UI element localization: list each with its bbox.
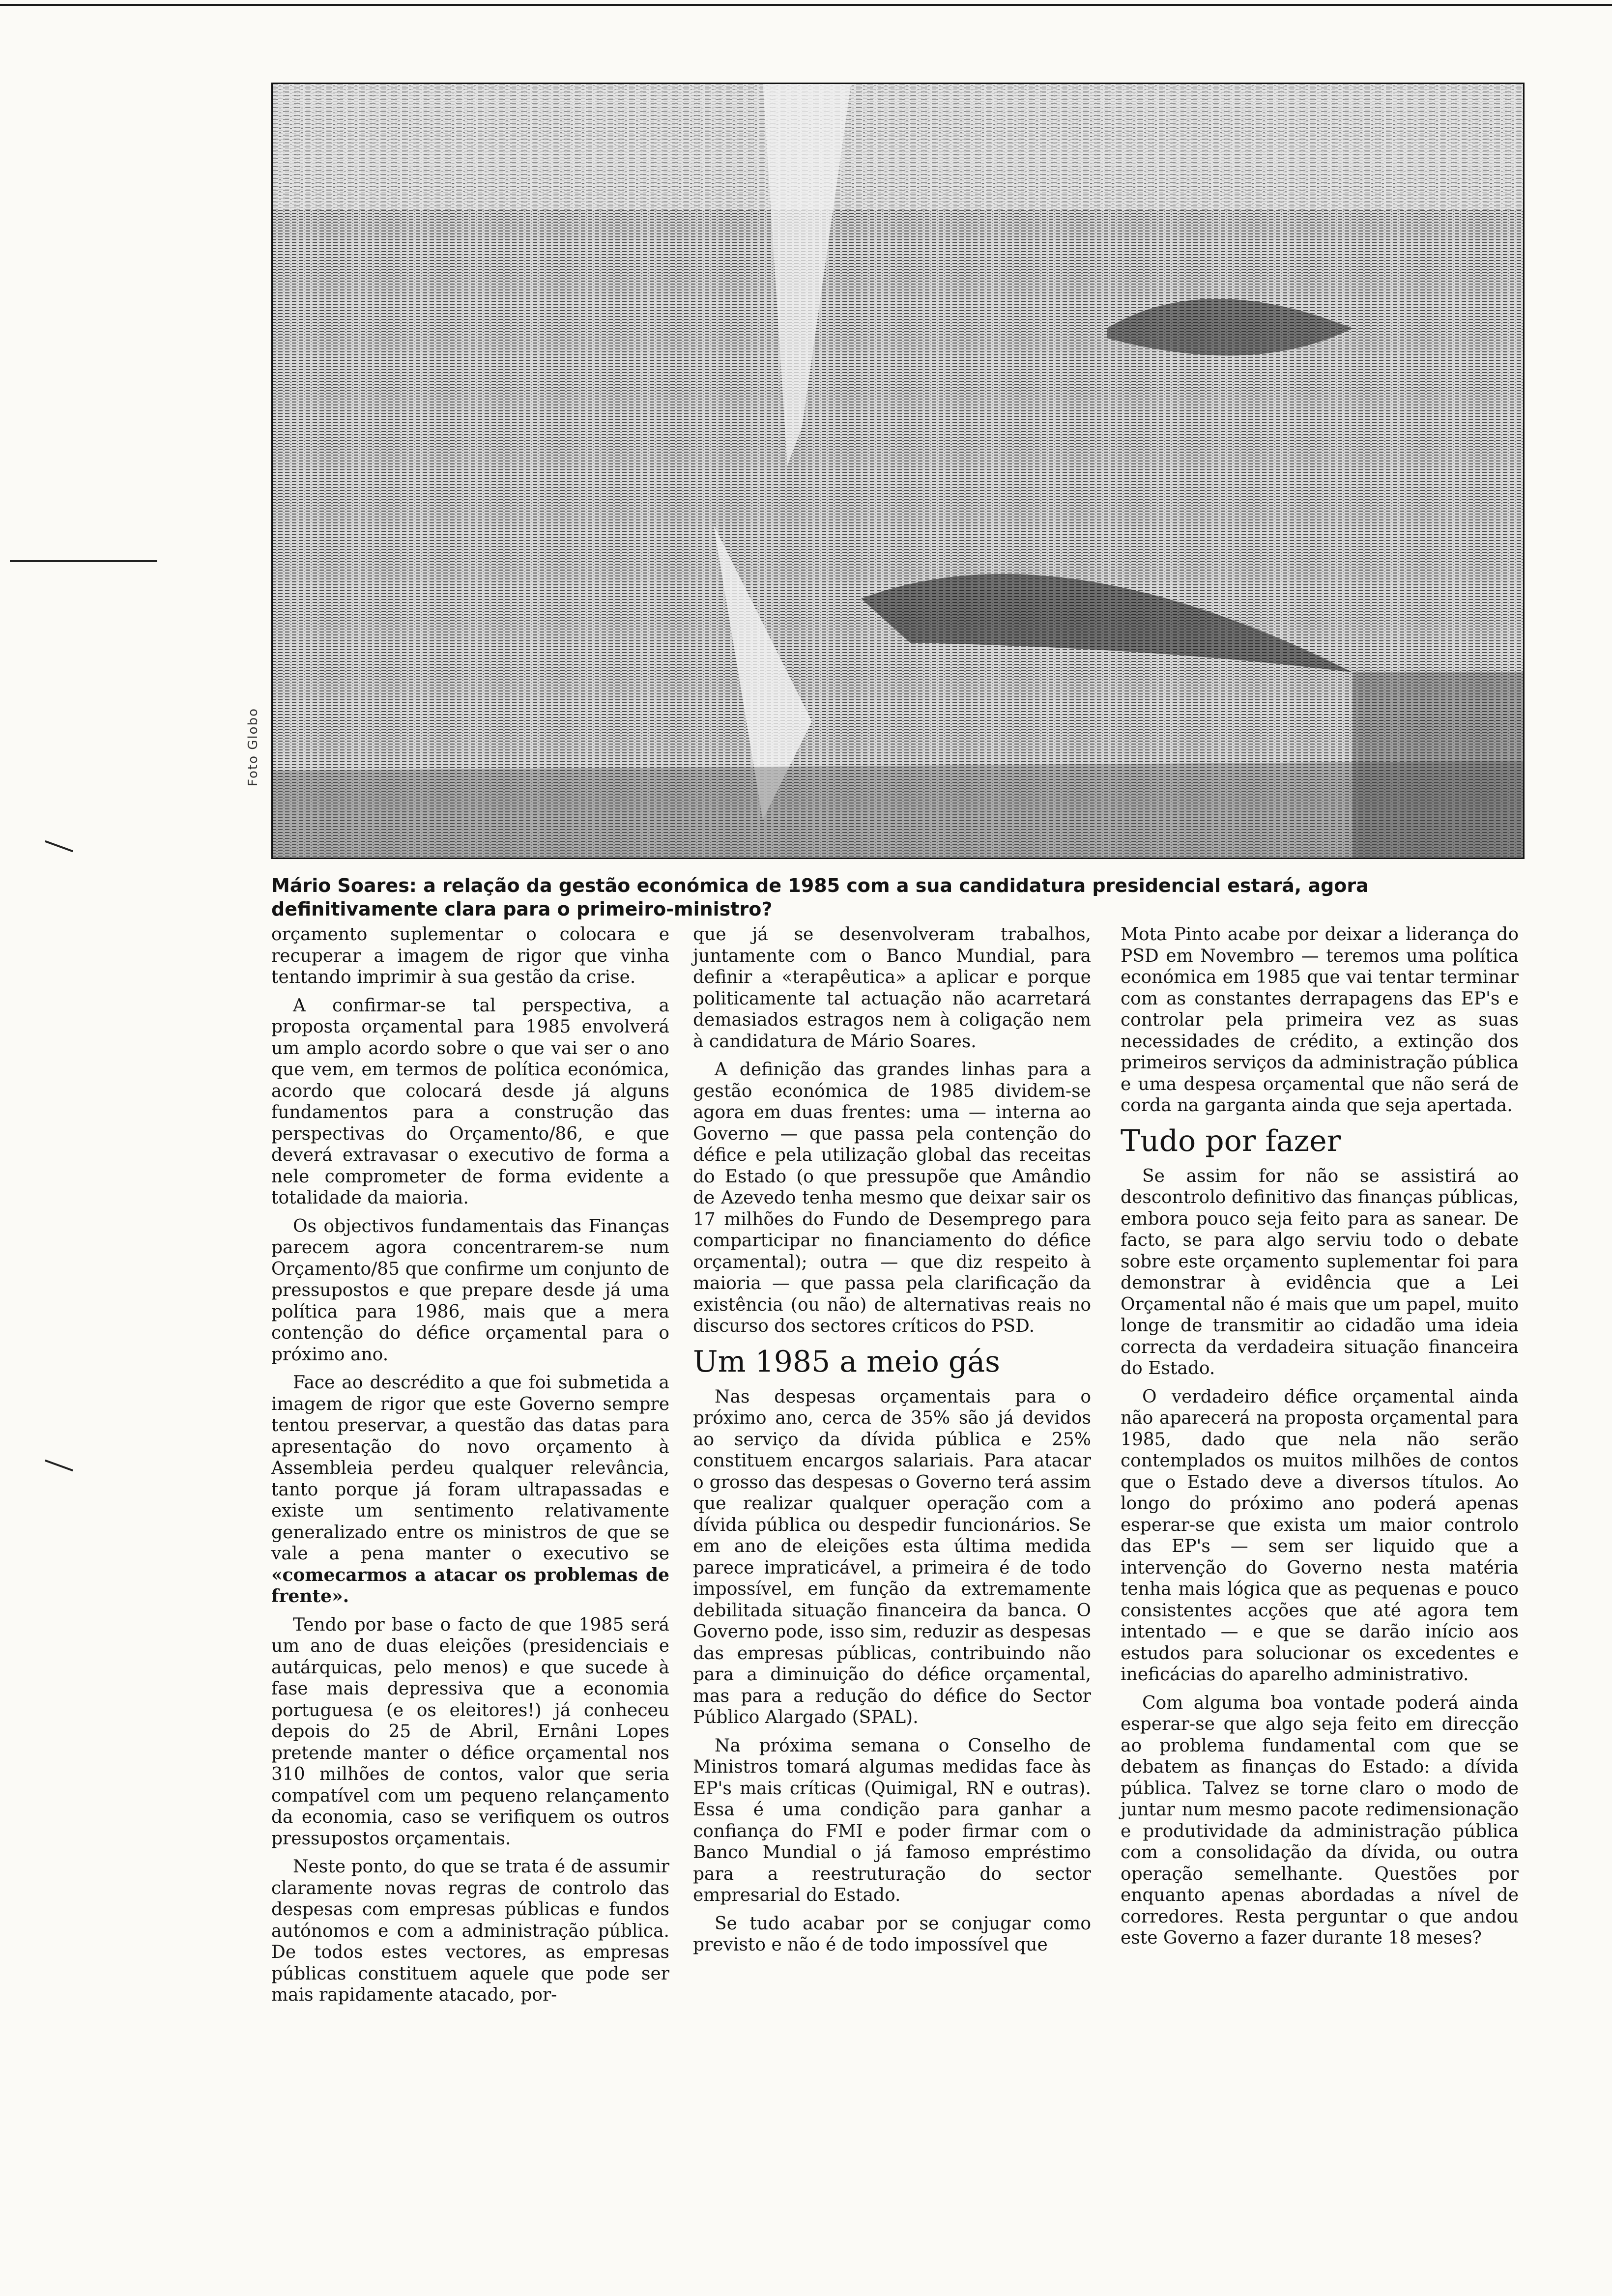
paragraph: A definição das grandes linhas para a gestão económica de 1985 dividem-se agora em duas frentes: uma — interna ao Governo — que passa pela contenção do défice e pela utilização global das receitas do Estado (o que pressupõe que Amândio de Azevedo tenha mesmo que deixar sair os 17 milhões do Fundo de Desemprego para comparticipar no financiamento do défice orçamental); outra — que diz respeito à maioria — que passa pela clarificação da existência (ou não) de alternativas reais no discurso dos sectores críticos do PSD. <box>693 1060 1091 1336</box>
paragraph <box>271 1372 669 1607</box>
top-rule <box>0 4 1612 6</box>
article-column-2 <box>693 924 1091 1963</box>
bold-quote: «comecarmos a atacar os problemas de frente». <box>271 1564 669 1607</box>
paragraph: orçamento suplementar o colocara e recuperar a imagem de rigor que vinha tentando imprimir à sua gestão da crise. <box>271 924 669 987</box>
paragraph: Os objectivos fundamentais das Finanças parecem agora concentrarem-se num Orçamento/85 que confirme um conjunto de pressupostos e que prepare desde já uma política para 1986, mais que a mera contenção do défice orçamental para o próximo ano. <box>271 1216 669 1365</box>
paragraph: Nas despesas orçamentais para o próximo ano, cerca de 35% são já devidos ao serviço da dívida pública e 25% constituem encargos salariais. Para atacar o grosso das despesas o Governo terá assim que realizar qualquer operação com a dívida pública ou despedir funcionários. Se em ano de eleições esta última medida parece impraticável, a primeira é de todo impossível, em função da extremamente debilitada situação financeira da banca. O Governo pode, isso sim, reduzir as despesas das empresas públicas, contribuindo não para a diminuição do défice orçamental, mas para a redução do défice do Sector Público Alargado (SPAL). <box>693 1386 1091 1727</box>
photo-credit: Foto Globo <box>246 708 260 786</box>
paragraph: O verdadeiro défice orçamental ainda não aparecerá na proposta orçamental para 1985, dado que nela não serão contemplados os muitos milhões de contos que o Estado deve a diversos títulos. Ao longo do próximo ano poderá apenas esperar-se que exista um maior controlo das EP's — sem ser liquido que a intervenção do Governo nesta matéria tenha mais lógica que as pequenas e pouco consistentes acções que até agora tem intentado — e que se darão início aos estudos para solucionar os excedentes e ineficácias do aparelho administrativo. <box>1121 1386 1519 1685</box>
halftone-photo-graphic <box>271 83 1525 859</box>
paragraph: Tendo por base o facto de que 1985 será um ano de duas eleições (presidenciais e autárquicas, pelo menos) e que sucede à fase mais depressiva que a economia portuguesa (e os eleitores!) já conheceu depois do 25 de Abril, Ernâni Lopes pretende manter o défice orçamental nos 310 milhões de contos, valor que seria compatível com um pequeno relançamento da economia, caso se verifiquem os outros pressupostos orçamentais. <box>271 1614 669 1849</box>
margin-rule-mark <box>10 560 157 562</box>
margin-tick-mark <box>45 840 73 852</box>
paragraph: A confirmar-se tal perspectiva, a proposta orçamental para 1985 envolverá um amplo acordo sobre o que vai ser o ano que vem, em termos de política económica, acordo que colocará desde já alguns fundamentos para a construção das perspectivas do Orçamento/86, e que deverá extravasar o executivo de forma a nele comprometer de forma evidente a totalidade da maioria. <box>271 995 669 1208</box>
photo-caption: Mário Soares: a relação da gestão económica de 1985 com a sua candidatura presidencial estará, agora definitivamente clara para o primeiro-ministro? <box>271 875 1369 920</box>
article-column-3 <box>1121 924 1519 1956</box>
article-column-1 <box>271 924 669 2013</box>
paragraph: Mota Pinto acabe por deixar a liderança do PSD em Novembro — teremos uma política económica em 1985 que vai tentar terminar com as constantes derrapagens das EP's e controlar pela primeira vez as suas necessidades de crédito, a extinção dos primeiros serviços da administração pública e uma despesa orçamental que não será de corda na garganta ainda que seja apertada. <box>1121 924 1519 1116</box>
paragraph: Neste ponto, do que se trata é de assumir claramente novas regras de controlo das despesas com empresas públicas e fundos autónomos e com a administração pública. De todos estes vectores, as empresas públicas constituem aquele que pode ser mais rapidamente atacado, por- <box>271 1857 669 2005</box>
section-headline: Um 1985 a meio gás <box>693 1344 1000 1379</box>
paragraph: Se tudo acabar por se conjugar como previsto e não é de todo impossível que <box>693 1913 1091 1955</box>
section-headline: Tudo por fazer <box>1121 1123 1341 1158</box>
margin-tick-mark-2 <box>45 1460 73 1471</box>
paragraph: Na próxima semana o Conselho de Ministros tomará algumas medidas face às EP's mais críticas (Quimigal, RN e outras). Essa é uma condição para ganhar a confiança do FMI e poder firmar com o Banco Mundial o já famoso empréstimo para a reestruturação do sector empresarial do Estado. <box>693 1735 1091 1905</box>
paragraph: Com alguma boa vontade poderá ainda esperar-se que algo seja feito em direcção ao problema fundamental com que se debatem as finanças do Estado: a dívida pública. Talvez se torne claro o modo de juntar num mesmo pacote redimensionação e produtividade da administração pública com a consolidação da dívida, ou outra operação semelhante. Questões por enquanto apenas abordadas a nível de corredores. Resta perguntar o que andou este Governo a fazer durante 18 meses? <box>1121 1693 1519 1948</box>
paragraph: que já se desenvolveram trabalhos, juntamente com o Banco Mundial, para definir a «terapêutica» a aplicar e porque politicamente tal actuação não acarretará demasiados estragos nem à coligação nem à candidatura de Mário Soares. <box>693 924 1091 1052</box>
paragraph-text: Face ao descrédito a que foi submetida a imagem de rigor que este Governo sempre tentou preservar, a questão das datas para apresentação do novo orçamento à Assembleia perdeu qualquer relevância, tanto porque já foram ultrapassadas e existe um sentimento relativamente generalizado entre os ministros de que se vale a pena manter o executivo se <box>271 1373 669 1564</box>
portrait-photo <box>271 83 1525 859</box>
paragraph: Se assim for não se assistirá ao descontrolo definitivo das finanças públicas, embora pouco seja feito para as sanear. De facto, se para algo serviu todo o debate sobre este orçamento suplementar foi para demonstrar à evidência que a Lei Orçamental não é mais que um papel, muito longe de transmitir ao cidadão uma ideia correcta da verdadeira situação financeira do Estado. <box>1121 1166 1519 1378</box>
